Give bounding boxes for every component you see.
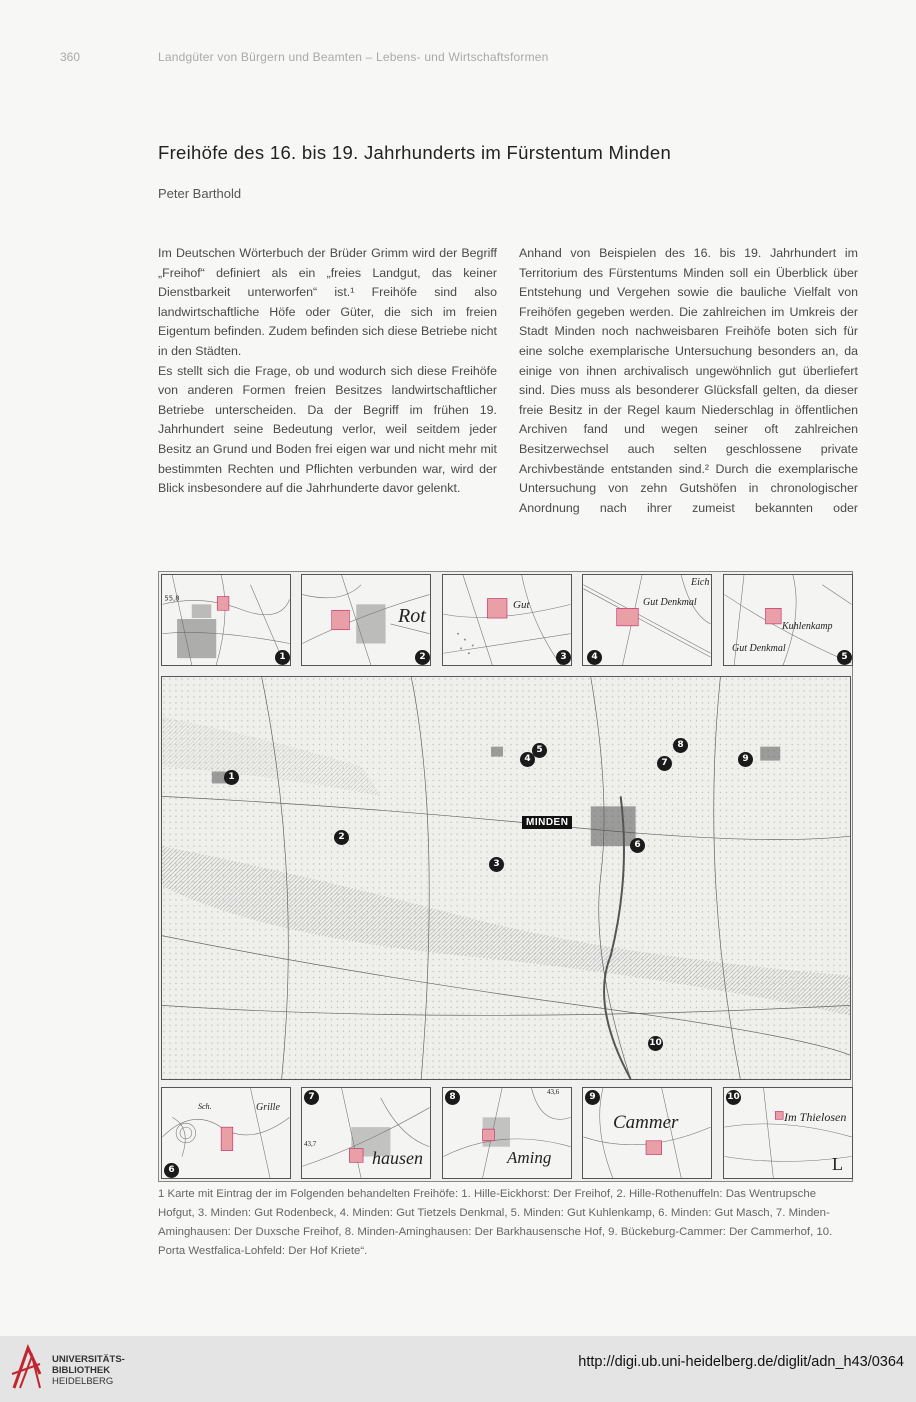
inset-badge: 7 xyxy=(304,1090,319,1105)
inset-label: Gut Denkmal xyxy=(643,597,697,608)
library-name xyxy=(52,1354,125,1387)
text-column-right xyxy=(519,244,858,540)
bottom-inset-row xyxy=(161,1087,851,1179)
article-title: Freihöfe des 16. bis 19. Jahrhunderts im Fürstentum Minden xyxy=(158,142,672,163)
inset-label: Rot xyxy=(398,605,426,627)
inset-elevation: 55,8 xyxy=(164,594,180,603)
inset-badge: 2 xyxy=(415,650,430,665)
inset-map-10 xyxy=(723,1087,853,1179)
inset-label-top: Eich xyxy=(691,577,710,588)
map-marker: 5 xyxy=(532,743,547,758)
inset-map-9 xyxy=(582,1087,712,1179)
inset-badge: 4 xyxy=(587,650,602,665)
map-marker: 10 xyxy=(648,1036,663,1051)
library-logo-icon xyxy=(10,1344,44,1392)
inset-sublabel: Sch. xyxy=(198,1102,212,1111)
inset-map-6 xyxy=(161,1087,291,1179)
inset-badge: 5 xyxy=(837,650,852,665)
text-column-left xyxy=(158,244,497,540)
inset-map-1 xyxy=(161,574,291,666)
inset-map-3 xyxy=(442,574,572,666)
inset-sublabel: L xyxy=(832,1154,843,1174)
city-label-minden: MINDEN xyxy=(522,816,572,829)
inset-badge: 1 xyxy=(275,650,290,665)
source-url-link[interactable]: http://digi.ub.uni-heidelberg.de/diglit/adn_h43/0364 xyxy=(578,1354,904,1370)
map-marker: 8 xyxy=(673,738,688,753)
map-marker: 1 xyxy=(224,770,239,785)
inset-map-4 xyxy=(582,574,712,666)
inset-map-8 xyxy=(442,1087,572,1179)
inset-label: Cammer xyxy=(613,1112,679,1133)
main-map xyxy=(161,676,851,1080)
library-name-line1: UNIVERSITÄTS- xyxy=(52,1354,125,1365)
inset-label: Im Thielosen xyxy=(784,1110,847,1124)
map-marker: 4 xyxy=(520,752,535,767)
library-name-line3: HEIDELBERG xyxy=(52,1376,114,1387)
map-marker: 7 xyxy=(657,756,672,771)
paragraph: Es stellt sich die Frage, ob und wodurch sich diese Freihöfe von anderen Formen freien Besitzes landwirtschaftlicher Betriebe unterscheiden. Da der Begriff im frühen 19. Jahrhundert seine Bedeutung verlor, weil seitdem jeder Besitz an Grund und Boden frei eigen war und nicht mehr mit bestimmten Rechten und Pflichten verbunden war, wird der Blick insbesondere auf die Jahrhunderte davor gelenkt. xyxy=(158,363,497,496)
inset-map-2 xyxy=(301,574,431,666)
paragraph: Im Deutschen Wörterbuch der Brüder Grimm wird der Begriff „Freihof“ definiert als ein „freies Landgut, das keiner Dienstbarkeit unterworfen“ ist.¹ Freihöfe sind also landwirtschaftliche Höfe oder Güter, die sich im freien Eigentum befinden. Zudem befinden sich diese Betriebe nicht in den Städten. xyxy=(158,246,497,358)
running-title: Landgüter von Bürgern und Beamten – Lebens- und Wirtschaftsformen xyxy=(158,50,549,64)
map-marker: 3 xyxy=(489,857,504,872)
inset-sublabel: 43,6 xyxy=(547,1088,560,1096)
paragraph: Anhand von Beispielen des 16. bis 19. Jahrhundert im Territorium des Fürstentums Minden soll ein Überblick über Entstehung und Vergehen sowie die bauliche Vielfalt von Freihöfen gegeben werden. Die zahlreichen im Umkreis der Stadt Minden noch nachweisbaren Freihöfe boten sich für eine solche exemplarische Untersuchung besonders an, da einige von ihnen archivalisch ungewöhnlich gut überliefert sind. Dies muss als besonderer Glücksfall gelten, da dieser freie Besitz in der Regel kaum Niederschlag in öffentlichen Archiven fand und wegen seiner oft zahlreichen Besitzerwechsel auch selten geschlossene private Archivbestände entstanden sind.² Durch die exemplarische Untersuchung von zehn Gutshöfen in chronologischer Anordnung nach ihrer zumeist bekannten oder xyxy=(519,246,858,515)
inset-map-7 xyxy=(301,1087,431,1179)
map-marker: 6 xyxy=(630,838,645,853)
inset-label-bottom: Gut Denkmal xyxy=(732,643,786,654)
inset-map-5 xyxy=(723,574,853,666)
library-footer xyxy=(0,1336,916,1402)
map-marker: 2 xyxy=(334,830,349,845)
library-name-line2: BIBLIOTHEK xyxy=(52,1365,111,1376)
figure-caption: 1 Karte mit Eintrag der im Folgenden behandelten Freihöfe: 1. Hille-Eickhorst: Der Freihof, 2. Hille-Rothenuffeln: Das Wentrupsche Hofgut, 3. Minden: Gut Rodenbeck, 4. Minden: Gut Tietzels Denkmal, 5. Minden: Gut Kuhlenkamp, 6. Minden: Gut Masch, 7. Minden-Aminghausen: Der Duxsche Freihof, 8. Minden-Aminghausen: Der Barkhausensche Hof, 9. Bückeburg-Cammer: Der Cammerhof, 10. Porta Westfalica-Lohfeld: Der Hof Kriete“. xyxy=(158,1188,833,1257)
inset-label: Gut xyxy=(513,599,530,611)
north-arrow-icon xyxy=(826,695,851,1080)
inset-badge: 3 xyxy=(556,650,571,665)
inset-label: Aming xyxy=(507,1148,552,1167)
inset-label: hausen xyxy=(372,1148,423,1168)
article-author: Peter Barthold xyxy=(158,186,242,201)
top-inset-row xyxy=(161,574,851,666)
inset-badge: 10 xyxy=(726,1090,741,1105)
inset-badge: 8 xyxy=(445,1090,460,1105)
map-figure xyxy=(158,571,853,1182)
inset-sublabel: 43,7 xyxy=(304,1140,317,1148)
map-marker: 9 xyxy=(738,752,753,767)
running-header xyxy=(0,50,916,66)
inset-badge: 6 xyxy=(164,1163,179,1178)
inset-badge: 9 xyxy=(585,1090,600,1105)
inset-label: Kuhlenkamp xyxy=(782,621,833,632)
inset-label: Grille xyxy=(256,1102,280,1113)
page-number: 360 xyxy=(60,50,81,64)
